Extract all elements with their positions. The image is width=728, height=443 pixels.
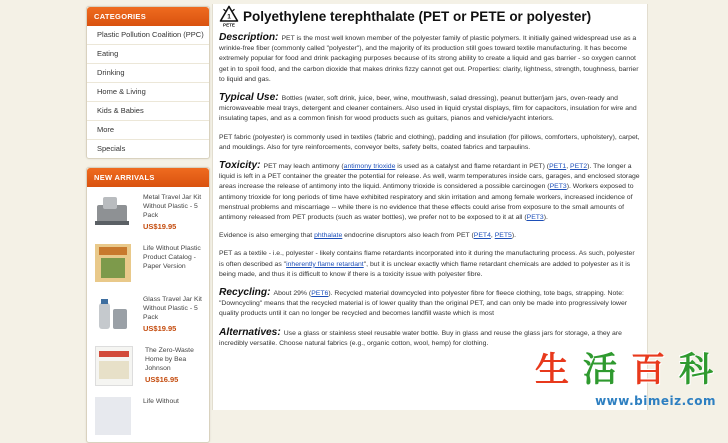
- watermark-url: www.bimeiz.com: [595, 394, 716, 408]
- recycle-number: 1: [227, 13, 231, 21]
- page-title: Polyethylene terephthalate (PET or PETE or polyester): [243, 8, 592, 24]
- product-name[interactable]: Metal Travel Jar Kit Without Plastic - 5 Pack: [143, 194, 202, 219]
- recycle-pete-icon: [219, 5, 239, 27]
- pet3-link[interactable]: PET3: [549, 183, 567, 191]
- product-item[interactable]: [87, 289, 209, 340]
- description-text: PET is the most well known member of the polyester family of plastic polymers. It initially gained widespread use as a wrinkle-free fiber (commonly called "polyester"), and the majority of its production still goes toward textile manufacturing. It has become extremely popular for food and drink packaging purposes because of its strong ability to create a liquid and gas barrier - so oxygen cannot get in to spoil food, and the carbon dioxide that makes drinks fizzy cannot get out. Properties: clarity, lightness, strength, toughness, barrier to liquid and gas.: [219, 35, 639, 83]
- pet3-link-2[interactable]: PET3: [526, 214, 544, 222]
- product-price: US$19.95: [143, 324, 177, 333]
- toxicity-text: ,: [566, 163, 571, 171]
- product-thumbnail[interactable]: [95, 397, 131, 435]
- toxicity-text: ).: [543, 214, 548, 222]
- evidence-paragraph: [219, 231, 641, 241]
- watermark-glyphs: [526, 350, 718, 390]
- category-item-specials[interactable]: Specials: [97, 144, 126, 153]
- product-item[interactable]: [87, 238, 209, 289]
- product-item[interactable]: [87, 187, 209, 238]
- typical-use-heading: Typical Use:: [219, 92, 279, 104]
- product-name[interactable]: The Zero-Waste Home by Bea Johnson: [145, 347, 194, 372]
- category-item-ppc[interactable]: Plastic Pollution Coalition (PPC): [87, 26, 209, 45]
- sidebar: [86, 6, 210, 443]
- textile-text: ", but it is unclear exactly which flame retardant chemicals are added to polyester as it is being made, and thus it is difficult to know if there is a toxicity issue with polyester fibre.: [219, 260, 631, 278]
- product-price: US$16.95: [145, 375, 179, 384]
- recycling-text: ). Recycled material downcycled into polyester fibre for fleece clothing, tote bags, strapping. Note: "Downcycling" means that the recycled material is of lower quality than the original PET, and can only be made into progressively lower quality products until it can no longer be recycled and becomes landfill waste which is most: [219, 290, 628, 318]
- description-section: [219, 33, 641, 85]
- product-thumbnail[interactable]: [95, 244, 131, 282]
- watermark-glyph: 生: [535, 350, 569, 390]
- product-name[interactable]: Glass Travel Jar Kit Without Plastic - 5 Pack: [143, 296, 202, 321]
- description-heading: Description:: [219, 32, 279, 43]
- category-item-home-living[interactable]: Home & Living: [87, 83, 209, 102]
- categories-list: [87, 26, 209, 158]
- fabric-paragraph: PET fabric (polyester) is commonly used in textiles (fabric and clothing), padding and insulation (for pillows, comforters, upholstery), carpet, and mouldings. Also for tyre reinforcements, conveyor belts, safety belts, coated fabrics and tarpaulins.: [219, 133, 640, 151]
- watermark-glyph: 百: [631, 350, 665, 390]
- product-thumbnail[interactable]: [95, 346, 133, 386]
- recycling-section: [219, 288, 641, 320]
- textile-text: PET as a textile - i.e., polyester - likely contains flame retardants incorporated into it during the manufacturing process. As such, polyester is often described as ": [219, 250, 635, 268]
- toxicity-section: [219, 161, 641, 223]
- pet2-link[interactable]: PET2: [570, 163, 588, 171]
- new-arrivals-box: [86, 167, 210, 443]
- toxicity-text: ). Workers exposed to antimony trioxide for long periods of time have exhibited respiratory and skin irritation and among female workers, increased incidence of menstrual problems and miscarriage -- while there is no evidence that these effects could arise from exposure to the small amounts of antimony released from PET products (such as water bottles), we prefer not to be exposed to it at all (: [219, 183, 634, 222]
- pet6-link[interactable]: PET6: [311, 290, 329, 298]
- alternatives-section: [219, 328, 641, 349]
- product-name[interactable]: Life Without: [143, 398, 179, 405]
- recycling-heading: Recycling:: [219, 287, 271, 299]
- title-row: [219, 5, 647, 27]
- categories-heading: CATEGORIES: [87, 7, 209, 26]
- typical-use-section: [219, 93, 641, 125]
- pet4-link[interactable]: PET4: [473, 232, 491, 240]
- product-price: US$19.95: [143, 222, 177, 231]
- textile-paragraph: [219, 249, 641, 280]
- evidence-text: ,: [490, 232, 495, 240]
- category-item-kids-babies[interactable]: Kids & Babies: [87, 102, 209, 121]
- phthalate-link[interactable]: phthalate: [314, 232, 343, 240]
- toxicity-text: PET may leach antimony (: [263, 163, 344, 171]
- product-thumbnail[interactable]: [95, 193, 131, 231]
- toxicity-text: is used as a catalyst and flame retardant in PET) (: [395, 163, 550, 171]
- evidence-text: ).: [511, 232, 517, 240]
- recycling-text: About 29% (: [273, 290, 312, 298]
- category-item-drinking[interactable]: Drinking: [87, 64, 209, 83]
- watermark-glyph: 活: [583, 350, 617, 390]
- alternatives-text: Use a glass or stainless steel reusable water bottle. Buy in glass and reuse the glass jars for storage, a they are incredibly versatile. Choose natural fabrics (e.g., organic cotton, wool, hemp) for clothing.: [219, 329, 622, 347]
- categories-box: [86, 6, 210, 159]
- product-name[interactable]: Life Without Plastic Product Catalog - Paper Version: [143, 245, 201, 270]
- category-item-more[interactable]: More: [87, 121, 209, 140]
- recycle-label: PETE: [223, 22, 235, 27]
- evidence-text: Evidence is also emerging that: [219, 232, 315, 240]
- evidence-text: endocrine disruptors also leach from PET (: [342, 232, 474, 240]
- antimony-trioxide-link[interactable]: antimony trioxide: [343, 163, 396, 171]
- toxicity-text: ). The longer a liquid is left in a PET container the greater the potential for release. As well, warm temperatures inside cars, garages, and enclosed storage areas increase the release of antimony into the liquid. Antimony trioxide is considered a possible carcinogen (: [219, 163, 640, 191]
- new-arrivals-heading: NEW ARRIVALS: [87, 168, 209, 187]
- product-item[interactable]: [87, 391, 209, 442]
- watermark-glyph: 科: [679, 350, 713, 390]
- watermark: [514, 350, 724, 408]
- pet5-link[interactable]: PET5: [494, 232, 512, 240]
- article-body: [219, 27, 647, 349]
- category-item-eating[interactable]: Eating: [87, 45, 209, 64]
- typical-use-text: Bottles (water, soft drink, juice, beer, wine, mouthwash, salad dressing), peanut butter/jam jars, oven-ready and microwaveable meal trays, detergent and cleaner containers. Also used in liquid crystal displays, film for capacitors, insulation for wire and insulating tapes, and as a common finish for wood products such as guitars, pianos and vehicle/yacht interiors.: [219, 95, 637, 123]
- toxicity-heading: Toxicity:: [219, 160, 261, 172]
- product-item[interactable]: [87, 340, 209, 391]
- alternatives-heading: Alternatives:: [219, 326, 281, 338]
- flame-retardant-link[interactable]: inherently flame retardant: [286, 260, 364, 268]
- product-thumbnail[interactable]: [95, 295, 131, 333]
- pet1-link[interactable]: PET1: [549, 163, 567, 171]
